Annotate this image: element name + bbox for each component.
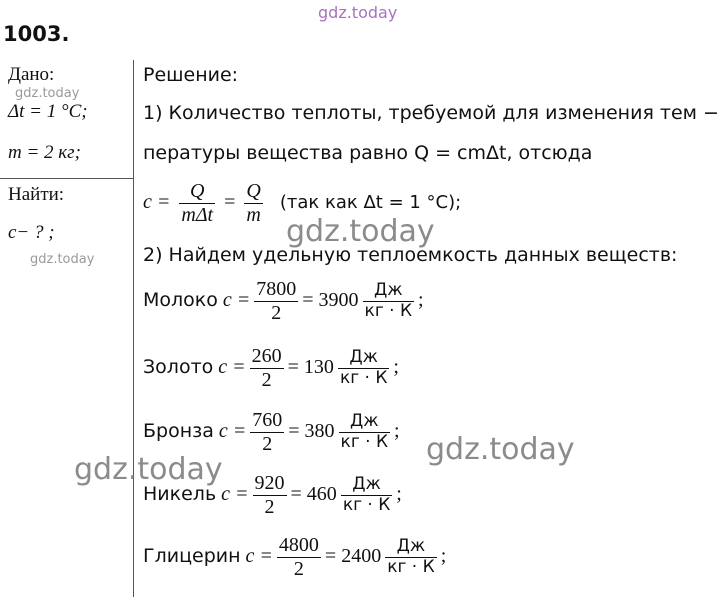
substance-c: c = — [218, 356, 246, 379]
substance-den: 2 — [293, 558, 304, 580]
watermark-small-1: gdz.today — [15, 86, 80, 101]
unit-den: кг · К — [339, 368, 388, 388]
formula-den-2: m — [246, 204, 261, 226]
formula-fraction-2 — [244, 180, 262, 227]
unit-num: Дж — [363, 281, 414, 302]
substance-result: = 3900 — [302, 289, 359, 312]
substance-name: Никель — [143, 483, 217, 506]
watermark-small-2: gdz.today — [30, 252, 95, 267]
substance-den: 2 — [271, 302, 282, 324]
unit-fraction — [341, 475, 392, 515]
find-header: Найти: — [8, 184, 65, 205]
watermark-big-3: gdz.today — [74, 452, 223, 487]
substance-c: c = — [221, 483, 249, 506]
substance-den: 2 — [262, 433, 273, 455]
formula-c: c = — [143, 191, 171, 214]
unit-num: Дж — [341, 475, 392, 496]
substance-end: ; — [393, 356, 399, 379]
watermark-big-1: gdz.today — [286, 214, 435, 249]
find-value: c− ? ; — [8, 222, 55, 243]
substance-num: 260 — [251, 345, 282, 367]
substance-end: ; — [418, 289, 424, 312]
substance-num: 4800 — [278, 534, 319, 556]
substance-end: ; — [396, 483, 402, 506]
formula-num-1: Q — [179, 180, 215, 204]
unit-num: Дж — [338, 348, 389, 369]
unit-num: Дж — [339, 412, 390, 433]
substance-c: c = — [222, 289, 251, 312]
substance-c: c = — [218, 420, 247, 443]
watermark-big-2: gdz.today — [426, 432, 575, 467]
unit-den: кг · К — [342, 495, 391, 515]
given-dt: Δt = 1 °C; — [8, 101, 88, 122]
unit-fraction — [385, 537, 436, 577]
substance-den: 2 — [261, 369, 272, 391]
formula-equals: = — [224, 191, 236, 214]
step2-text: 2) Найдем удельную теплоемкость данных веществ: — [143, 244, 678, 266]
watermark-top: gdz.today — [318, 3, 398, 22]
formula-num-2: Q — [246, 180, 261, 202]
substance-fraction — [250, 345, 284, 392]
substance-den: 2 — [264, 496, 275, 518]
substance-result: = 130 — [287, 356, 334, 379]
step1-line2: пературы вещества равно Q = cmΔt, отсюда — [143, 142, 593, 164]
column-divider — [133, 60, 134, 597]
substance-name: Молоко — [143, 289, 218, 312]
formula-note: (так как Δt = 1 °C); — [279, 192, 462, 214]
substance-num: 760 — [252, 409, 283, 431]
unit-fraction — [339, 412, 390, 452]
substance-end: ; — [394, 420, 400, 443]
unit-fraction — [338, 348, 389, 388]
substance-num: 920 — [254, 472, 285, 494]
unit-den: кг · К — [387, 557, 435, 577]
substance-fraction — [250, 409, 284, 456]
substance-num: 7800 — [256, 278, 297, 300]
substance-name: Золото — [143, 356, 214, 379]
formula-fraction-1 — [179, 180, 215, 227]
solution-header: Решение: — [143, 64, 239, 86]
substance-fraction — [254, 278, 298, 325]
substance-end: ; — [440, 545, 447, 568]
problem-number: 1003. — [3, 22, 70, 46]
formula-den-1: mΔt — [181, 204, 214, 226]
given-header: Дано: — [8, 64, 55, 85]
substance-name: Глицерин — [143, 545, 241, 568]
substance-row — [143, 409, 400, 456]
unit-fraction — [363, 281, 414, 321]
substance-row — [143, 278, 424, 325]
substance-c: c = — [245, 545, 273, 568]
substance-row — [143, 534, 446, 581]
substance-name: Бронза — [143, 420, 214, 443]
substance-result: = 2400 — [324, 545, 382, 568]
given-divider — [0, 178, 133, 179]
substance-result: = 460 — [290, 483, 337, 506]
given-mass: m = 2 кг; — [8, 142, 81, 163]
unit-num: Дж — [385, 537, 436, 558]
substance-result: = 380 — [288, 420, 335, 443]
unit-den: кг · К — [340, 432, 389, 452]
substance-fraction — [253, 472, 287, 519]
unit-den: кг · К — [364, 301, 413, 321]
substance-fraction — [277, 534, 321, 581]
substance-row — [143, 345, 399, 392]
step1-line1: 1) Количество теплоты, требуемой для изменения тем − — [143, 102, 719, 124]
